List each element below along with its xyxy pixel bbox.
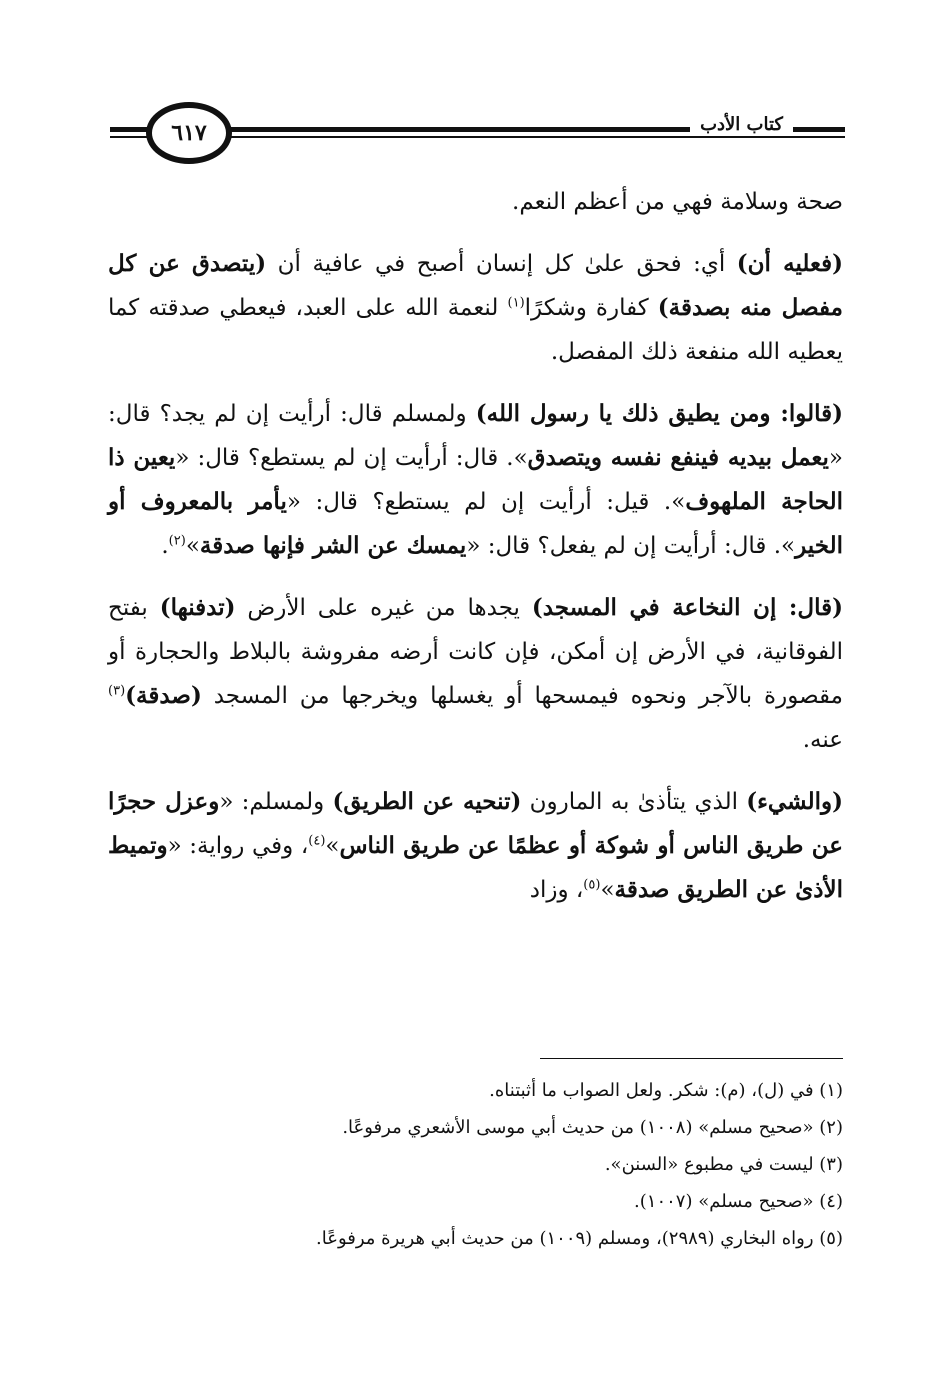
running-title: كتاب الأدب [690, 114, 793, 135]
text-run: . [161, 533, 169, 559]
bold-text: (قالوا: ومن يطيق ذلك يا رسول الله) [475, 400, 844, 427]
page-number: ٦١٧ [171, 120, 207, 146]
text-run: كفارة وشكرًا [524, 295, 658, 321]
text-run: الذي يتأذىٰ به المارون [521, 789, 747, 815]
text-run: أي: فحق علىٰ كل إنسان أصبح في عافية أن [266, 251, 737, 277]
bold-text: (تنحيه عن الطريق) [332, 788, 522, 815]
text-run: ». قال: أرأيت إن لم يفعل؟ قال: « [466, 533, 796, 559]
text-run: ولمسلم قال: أرأيت إن لم يجد؟ قال: « [108, 401, 843, 471]
bold-text: (يتصدق عن كل مفصل منه بصدقة) [108, 250, 843, 321]
text-run: صحة وسلامة فهي من أعظم النعم. [512, 189, 843, 215]
text-run: » [185, 533, 200, 559]
footnote-ref: (٥) [583, 877, 601, 893]
bold-text: وعزل حجرًا عن طريق الناس أو شوكة أو عظمًا عن طريق الناس [108, 788, 844, 859]
bold-text: وتميط الأذىٰ عن الطريق صدقة [108, 832, 843, 903]
footnote: (٥) رواه البخاري (٢٩٨٩)، ومسلم (١٠٠٩) من حديث أبي هريرة مرفوعًا. [316, 1228, 843, 1249]
paragraph [108, 180, 843, 224]
text-run: ». قيل: أرأيت إن لم يستطع؟ قال: « [286, 489, 686, 515]
bold-text: (والشيء) [746, 788, 844, 815]
text-run: ». قال: أرأيت إن لم يستطع؟ قال: « [175, 445, 528, 471]
footnote-ref: (١) [507, 295, 525, 311]
bold-text: يعمل بيديه فينفع نفسه ويتصدق [527, 444, 829, 471]
bold-text: (صدقة) [125, 682, 202, 709]
bold-text: يعين ذا الحاجة الملهوف [108, 444, 843, 515]
bold-text: يأمر بالمعروف أو الخير [108, 488, 843, 559]
page-number-badge [146, 102, 232, 164]
text-run: بفتح الفوقانية، في الأرض إن أمكن، فإن كانت أرضه مفروشة بالبلاط والحجارة أو مقصورة بالآجر ونحوه فيمسحها أو يغسلها ويخرجها من المسجد [108, 595, 843, 709]
page-header [110, 100, 845, 166]
text-run: » [600, 877, 615, 903]
text-run: لنعمة الله على العبد، فيعطي صدقته كما يعطيه الله منفعة ذلك المفصل. [108, 295, 843, 365]
text-run: عنه. [802, 727, 843, 753]
footnote-ref: (٢) [168, 533, 186, 549]
main-text [108, 180, 843, 930]
footnote: (١) في (ل)، (م): شكر. ولعل الصواب ما أثبتناه. [489, 1080, 843, 1101]
bold-text: (فعليه أن) [736, 250, 844, 277]
footnote-separator [540, 1058, 843, 1059]
bold-text: (تدفنها) [159, 594, 236, 621]
footnote-ref: (٤) [308, 833, 326, 849]
text-run: » [325, 833, 340, 859]
text-run: ، وفي رواية: « [167, 833, 309, 859]
footnote: (٣) ليست في مطبوع «السنن». [604, 1154, 843, 1175]
footnote: (٢) «صحيح مسلم» (١٠٠٨) من حديث أبي موسى الأشعري مرفوعًا. [342, 1117, 843, 1138]
paragraph [108, 392, 843, 568]
footnote: (٤) «صحيح مسلم» (١٠٠٧). [634, 1191, 843, 1212]
paragraph [108, 586, 843, 762]
text-run: يجدها من غيره على الأرض [235, 595, 532, 621]
text-run: ، وزاد [529, 877, 584, 903]
paragraph [108, 780, 843, 912]
text-run: ولمسلم: « [219, 789, 333, 815]
footnotes [108, 1072, 843, 1257]
bold-text: يمسك عن الشر فإنها صدقة [199, 532, 467, 559]
paragraph [108, 242, 843, 374]
footnote-ref: (٣) [108, 683, 126, 699]
bold-text: (قال: إن النخاعة في المسجد) [531, 594, 844, 621]
